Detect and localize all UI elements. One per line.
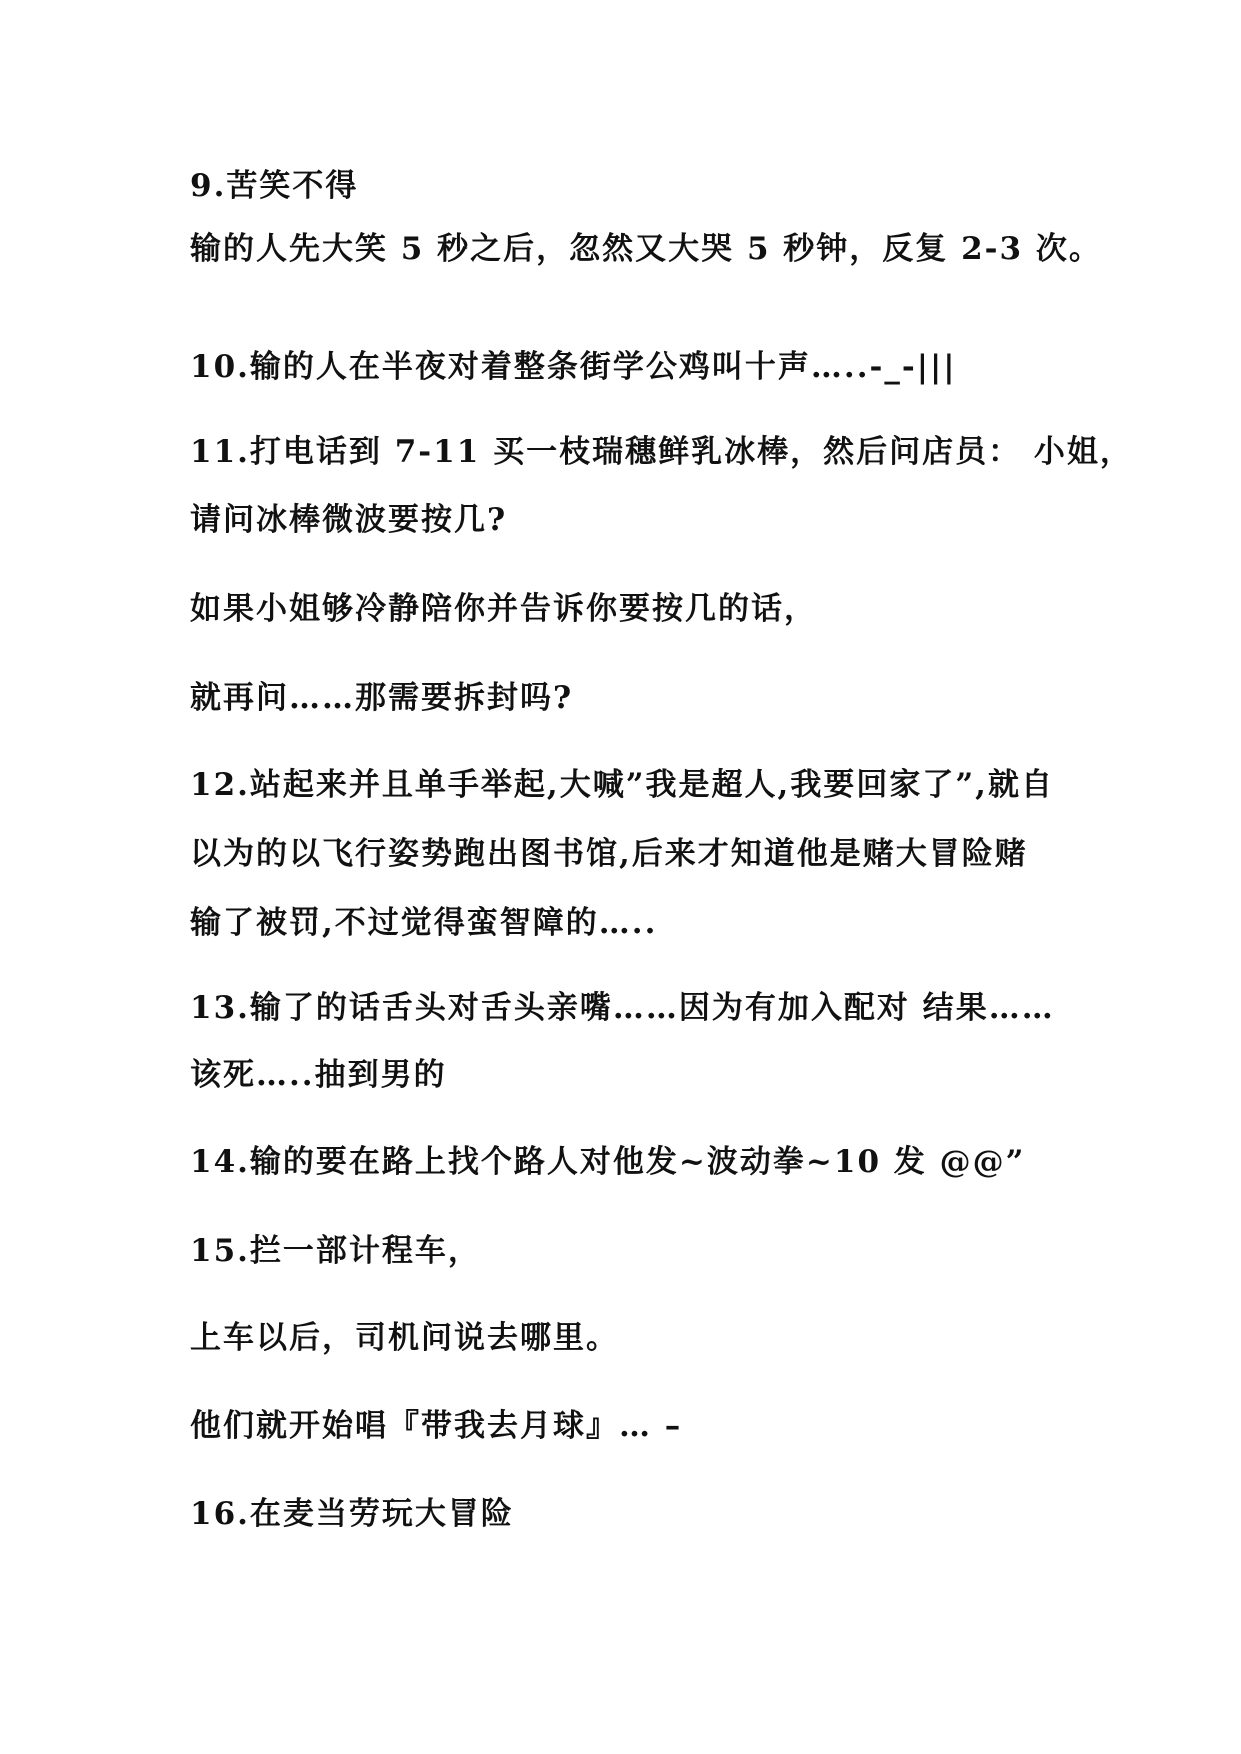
text-line: 输的人先大笑 5 秒之后，忽然又大哭 5 秒钟，反复 2-3 次。 [190,231,1102,267]
text-line: 请问冰棒微波要按几? [190,502,508,538]
text-line: 就再问……那需要拆封吗? [190,680,574,716]
text-line: 14.输的要在路上找个路人对他发~波动拳~10 发 @@” [190,1144,1026,1180]
text-line: 12.站起来并且单手举起,大喊”我是超人,我要回家了”,就自 [190,767,1054,803]
text-line: 9.苦笑不得 [190,168,359,204]
text-line: 如果小姐够冷静陪你并告诉你要按几的话， [190,591,817,627]
text-line: 他们就开始唱『带我去月球』… – [190,1408,683,1444]
text-line: 输了被罚,不过觉得蛮智障的….. [190,905,658,941]
text-line: 以为的以飞行姿势跑出图书馆,后来才知道他是赌大冒险赌 [190,836,1028,872]
text-line: 13.输了的话舌头对舌头亲嘴……因为有加入配对 结果…… [190,990,1055,1026]
text-line: 10.输的人在半夜对着整条街学公鸡叫十声…..-_-||| [190,349,957,385]
text-line: 11.打电话到 7-11 买一枝瑞穗鲜乳冰棒，然后问店员： 小姐， [190,434,1133,470]
text-line: 上车以后，司机问说去哪里。 [190,1320,619,1356]
text-line: 16.在麦当劳玩大冒险 [190,1496,514,1532]
text-line: 该死…..抽到男的 [190,1057,447,1093]
text-line: 15.拦一部计程车， [190,1233,481,1269]
